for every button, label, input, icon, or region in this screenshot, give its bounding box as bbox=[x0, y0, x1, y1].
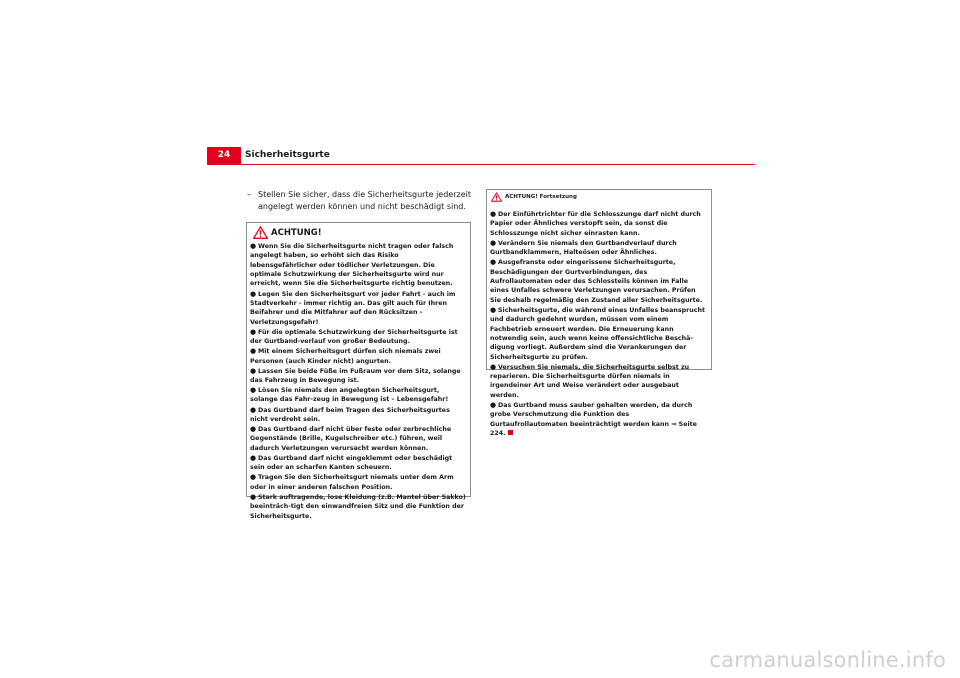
warning-continued-box bbox=[486, 189, 712, 437]
bullet-icon: ● bbox=[490, 210, 497, 218]
warning-item: ● Für die optimale Schutzwirkung der Sicherheitsgurte ist der Gurtband-verlauf von großer Bedeutung. bbox=[250, 327, 458, 346]
bullet-icon: ● bbox=[250, 347, 257, 356]
bullet-icon: ● bbox=[250, 242, 257, 250]
warning-item: ● Das Gurtband darf nicht eingeklemmt oder beschädigt sein oder an scharfen Kanten scheuern. bbox=[250, 453, 453, 472]
warning-item: ● Verändern Sie niemals den Gurtbandverlauf durch Gurtbandklammern, Halteösen oder Ähnliches. bbox=[490, 238, 677, 257]
bullet-icon: ● bbox=[250, 386, 257, 395]
bullet-icon: ● bbox=[250, 405, 257, 414]
warning-triangle-icon bbox=[491, 192, 502, 202]
warning-title: ACHTUNG! Fortsetzung bbox=[505, 194, 577, 200]
warning-item: ● Lösen Sie niemals den angelegten Sicherheitsgurt, solange das Fahr-zeug in Bewegung ist – Lebensgefahr! bbox=[250, 386, 449, 404]
bullet-icon: ● bbox=[250, 473, 257, 482]
warning-item: ● Versuchen Sie niemals, die Sicherheitsgurte selbst zu reparieren. Die Sicherheitsgurte dürfen niemals in irgendeiner Art und Weise verändert oder ausgebaut werden. bbox=[490, 362, 690, 399]
warning-item: ● Das Gurtband muss sauber gehalten werden, da durch grobe Verschmutzung die Funktion des Gurtaufrollautomaten beeinträchtigt werden kann ⇒ Seite 224. bbox=[490, 400, 697, 437]
page-number: 24 bbox=[207, 147, 241, 164]
warning-list bbox=[247, 242, 470, 521]
warning-triangle-icon bbox=[253, 226, 268, 239]
warning-title: ACHTUNG! bbox=[271, 228, 322, 238]
bullet-icon: ● bbox=[490, 238, 497, 247]
intro-dash: – bbox=[247, 190, 251, 199]
bullet-icon: ● bbox=[250, 492, 257, 501]
warning-header bbox=[487, 190, 711, 204]
header-rule bbox=[207, 164, 755, 165]
bullet-icon: ● bbox=[250, 366, 257, 375]
warning-item: ● Legen Sie den Sicherheitsgurt vor jeder Fahrt - auch im Stadtverkehr - immer richtig an. Das gilt auch für Ihren Beifahrer und die Mitfahrer auf den Rücksitzen – Verletzungsgefahr! bbox=[250, 289, 456, 326]
bullet-icon: ● bbox=[490, 305, 497, 314]
intro-instruction bbox=[247, 189, 471, 212]
warning-header bbox=[247, 223, 470, 242]
bullet-icon: ● bbox=[490, 258, 497, 267]
warning-item: ● Wenn Sie die Sicherheitsgurte nicht tragen oder falsch angelegt haben, so erhöht sich das Risiko lebensgefährlicher oder tödlicher Verletzungen. Die optimale Schutzwirkung der Sicherheitsgurte wird nur erreicht, wenn Sie die Sicherheitsgurte richtig benutzen. bbox=[250, 242, 454, 288]
warning-item: ● Das Gurtband darf beim Tragen des Sicherheitsgurtes nicht verdreht sein. bbox=[250, 405, 450, 423]
warning-item: ● Ausgefranste oder eingerissene Sicherheitsgurte, Beschädigungen der Gurtverbindungen, des Aufrollautomaten oder des Schlossteils können im Falle eines Unfalles schwere Verletzungen verursachen. Prüfen Sie deshalb regelmäßig den Zustand aller Sicherheitsgurte. bbox=[490, 258, 703, 304]
warning-item: ● Stark auftragende, lose Kleidung (z.B. Mantel über Sakko) beeinträch-tigt den einwandfreien Sitz und die Funktion der Sicherheitsgurte. bbox=[250, 492, 466, 520]
warning-item: ● Mit einem Sicherheitsgurt dürfen sich niemals zwei Personen (auch Kinder nicht) angurten. bbox=[250, 347, 441, 365]
chapter-title: Sicherheitsgurte bbox=[245, 150, 330, 160]
bullet-icon: ● bbox=[250, 453, 257, 462]
warning-box bbox=[246, 222, 471, 520]
intro-text: Stellen Sie sicher, dass die Sicherheitsgurte jederzeit angelegt werden können und nicht beschädigt sind. bbox=[258, 190, 471, 211]
bullet-icon: ● bbox=[490, 400, 497, 409]
bullet-icon: ● bbox=[250, 327, 257, 336]
warning-item: ● Lassen Sie beide Füße im Fußraum vor dem Sitz, solange das Fahrzeug in Bewegung ist. bbox=[250, 366, 461, 384]
bullet-icon: ● bbox=[250, 425, 257, 434]
warning-item: ● Der Einführtrichter für die Schlosszunge darf nicht durch Papier oder Ähnliches verstopft sein, da sonst die Schlosszunge nicht sicher einrasten kann. bbox=[490, 210, 701, 237]
warning-item: ● Sicherheitsgurte, die während eines Unfalles beansprucht und dadurch gedehnt wurden, müssen vom einem Fachbetrieb erneuert werden. Die Erneuerung kann notwendig sein, auch wenn keine offensichtliche Beschä-digung vorliegt. Außerdem sind die Verankerungen der Sicherheitsgurte zu prüfen. bbox=[490, 305, 705, 361]
warning-list bbox=[487, 204, 711, 438]
bullet-icon: ● bbox=[250, 289, 257, 298]
warning-item: ● Tragen Sie den Sicherheitsgurt niemals unter dem Arm oder in einer anderen falschen Position. bbox=[250, 473, 454, 491]
warning-item: ● Das Gurtband darf nicht über feste oder zerbrechliche Gegenstände (Brille, Kugelschreiber etc.) führen, weil dadurch Verletzungen verursacht werden können. bbox=[250, 425, 452, 452]
bullet-icon: ● bbox=[490, 362, 497, 371]
watermark: carmanualsonline.info bbox=[709, 648, 946, 672]
end-mark-icon bbox=[508, 430, 513, 435]
